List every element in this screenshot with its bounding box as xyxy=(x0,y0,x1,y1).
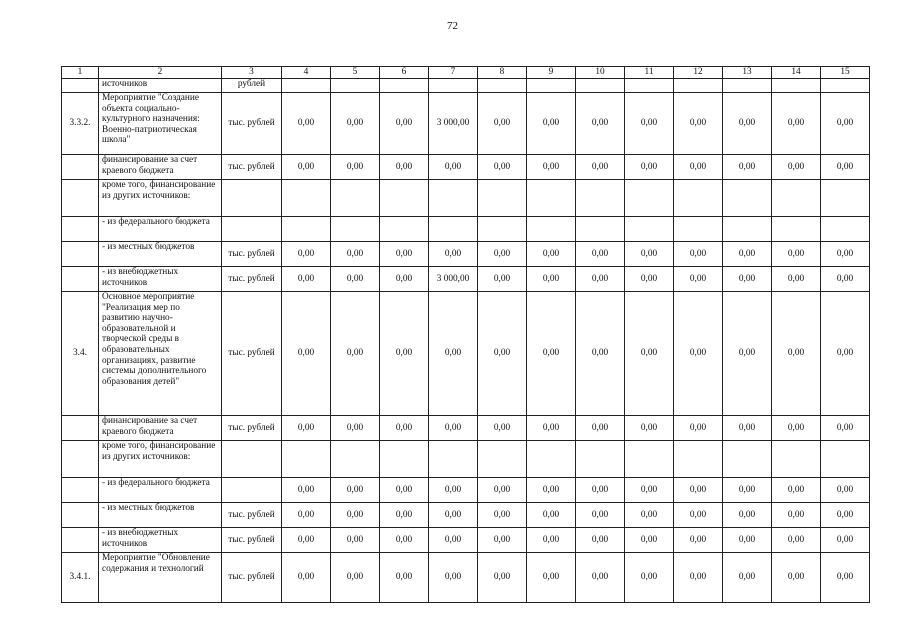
table-row xyxy=(62,528,870,553)
item-name-cell: кроме того, финансирование из других источников: xyxy=(99,441,222,478)
value-cell: 0,00 xyxy=(821,155,870,180)
column-number-header: 8 xyxy=(478,67,527,79)
value-cell: 0,00 xyxy=(821,478,870,503)
value-cell: 0,00 xyxy=(625,478,674,503)
value-cell: 0,00 xyxy=(772,93,821,155)
value-cell xyxy=(576,79,625,93)
table-row xyxy=(62,553,870,603)
value-cell: 0,00 xyxy=(478,416,527,441)
item-name-cell: Мероприятие "Обновление содержания и технологий xyxy=(99,553,222,603)
value-cell xyxy=(527,441,576,478)
value-cell: 0,00 xyxy=(282,267,331,292)
table-row xyxy=(62,93,870,155)
value-cell: 0,00 xyxy=(527,155,576,180)
value-cell: 3 000,00 xyxy=(429,93,478,155)
unit-cell xyxy=(222,217,282,242)
value-cell xyxy=(674,79,723,93)
value-cell xyxy=(380,180,429,217)
value-cell: 0,00 xyxy=(429,155,478,180)
value-cell: 0,00 xyxy=(772,416,821,441)
value-cell xyxy=(380,217,429,242)
value-cell xyxy=(282,79,331,93)
value-cell: 0,00 xyxy=(478,292,527,416)
unit-cell: тыс. рублей xyxy=(222,292,282,416)
value-cell: 0,00 xyxy=(674,478,723,503)
value-cell xyxy=(576,441,625,478)
value-cell xyxy=(478,180,527,217)
value-cell: 0,00 xyxy=(772,553,821,603)
value-cell: 0,00 xyxy=(723,155,772,180)
value-cell: 0,00 xyxy=(772,267,821,292)
value-cell: 0,00 xyxy=(821,292,870,416)
row-number-cell xyxy=(62,79,99,93)
column-number-header: 13 xyxy=(723,67,772,79)
value-cell xyxy=(821,180,870,217)
item-name-cell: источников xyxy=(99,79,222,93)
value-cell xyxy=(772,217,821,242)
value-cell: 0,00 xyxy=(331,416,380,441)
value-cell: 0,00 xyxy=(527,292,576,416)
column-number-header: 2 xyxy=(99,67,222,79)
value-cell xyxy=(429,180,478,217)
financing-table xyxy=(61,66,870,603)
value-cell: 0,00 xyxy=(821,553,870,603)
value-cell xyxy=(723,441,772,478)
value-cell: 0,00 xyxy=(478,553,527,603)
unit-cell: тыс. рублей xyxy=(222,503,282,528)
value-cell: 0,00 xyxy=(331,267,380,292)
value-cell xyxy=(527,79,576,93)
unit-cell xyxy=(222,180,282,217)
table-row xyxy=(62,441,870,478)
unit-cell: тыс. рублей xyxy=(222,528,282,553)
value-cell xyxy=(478,79,527,93)
value-cell: 0,00 xyxy=(380,242,429,267)
value-cell: 0,00 xyxy=(723,93,772,155)
value-cell: 0,00 xyxy=(821,93,870,155)
value-cell: 0,00 xyxy=(380,292,429,416)
item-name-cell: финансирование за счет краевого бюджета xyxy=(99,155,222,180)
item-name-cell: Мероприятие "Создание объекта социально-культурного назначения: Военно-патриотическая школа" xyxy=(99,93,222,155)
value-cell: 0,00 xyxy=(625,292,674,416)
value-cell xyxy=(527,217,576,242)
item-name-cell: - из местных бюджетов xyxy=(99,503,222,528)
value-cell: 0,00 xyxy=(380,528,429,553)
value-cell xyxy=(674,441,723,478)
value-cell: 0,00 xyxy=(625,416,674,441)
value-cell: 0,00 xyxy=(282,478,331,503)
value-cell: 0,00 xyxy=(723,292,772,416)
value-cell: 0,00 xyxy=(429,478,478,503)
value-cell: 0,00 xyxy=(429,553,478,603)
table-row xyxy=(62,242,870,267)
value-cell: 0,00 xyxy=(674,267,723,292)
value-cell: 0,00 xyxy=(527,267,576,292)
unit-cell: тыс. рублей xyxy=(222,553,282,603)
value-cell xyxy=(331,180,380,217)
column-number-header: 10 xyxy=(576,67,625,79)
value-cell: 0,00 xyxy=(772,528,821,553)
value-cell xyxy=(723,217,772,242)
value-cell xyxy=(282,180,331,217)
value-cell: 0,00 xyxy=(723,528,772,553)
value-cell: 0,00 xyxy=(772,503,821,528)
value-cell: 0,00 xyxy=(821,416,870,441)
value-cell: 0,00 xyxy=(674,553,723,603)
value-cell: 0,00 xyxy=(576,503,625,528)
value-cell: 0,00 xyxy=(282,553,331,603)
value-cell: 0,00 xyxy=(380,503,429,528)
value-cell: 0,00 xyxy=(478,93,527,155)
value-cell: 0,00 xyxy=(723,242,772,267)
item-name-cell: - из внебюджетных источников xyxy=(99,267,222,292)
column-number-header: 14 xyxy=(772,67,821,79)
value-cell: 0,00 xyxy=(282,93,331,155)
unit-cell: тыс. рублей xyxy=(222,242,282,267)
row-number-cell xyxy=(62,416,99,441)
header-row xyxy=(62,67,870,79)
value-cell xyxy=(576,180,625,217)
value-cell: 0,00 xyxy=(674,416,723,441)
table-row xyxy=(62,267,870,292)
table-row xyxy=(62,217,870,242)
table-row xyxy=(62,155,870,180)
value-cell: 0,00 xyxy=(674,503,723,528)
value-cell: 0,00 xyxy=(772,155,821,180)
value-cell xyxy=(674,180,723,217)
value-cell: 0,00 xyxy=(674,242,723,267)
item-name-cell: финансирование за счет краевого бюджета xyxy=(99,416,222,441)
value-cell: 0,00 xyxy=(674,528,723,553)
table-row xyxy=(62,79,870,93)
column-number-header: 3 xyxy=(222,67,282,79)
value-cell: 0,00 xyxy=(772,478,821,503)
value-cell: 0,00 xyxy=(429,242,478,267)
value-cell xyxy=(331,441,380,478)
value-cell: 0,00 xyxy=(576,528,625,553)
value-cell: 0,00 xyxy=(380,478,429,503)
table-row xyxy=(62,180,870,217)
value-cell: 0,00 xyxy=(527,242,576,267)
value-cell xyxy=(772,180,821,217)
value-cell: 0,00 xyxy=(576,267,625,292)
unit-cell: рублей xyxy=(222,79,282,93)
value-cell: 0,00 xyxy=(527,93,576,155)
value-cell xyxy=(723,180,772,217)
row-number-cell xyxy=(62,267,99,292)
value-cell xyxy=(821,79,870,93)
value-cell xyxy=(821,441,870,478)
table-row xyxy=(62,478,870,503)
column-number-header: 7 xyxy=(429,67,478,79)
column-number-header: 6 xyxy=(380,67,429,79)
value-cell xyxy=(380,79,429,93)
value-cell: 0,00 xyxy=(331,155,380,180)
value-cell: 0,00 xyxy=(380,155,429,180)
value-cell: 0,00 xyxy=(625,528,674,553)
value-cell: 0,00 xyxy=(429,503,478,528)
value-cell: 0,00 xyxy=(429,292,478,416)
value-cell: 0,00 xyxy=(576,416,625,441)
value-cell: 0,00 xyxy=(380,93,429,155)
value-cell xyxy=(380,441,429,478)
value-cell: 0,00 xyxy=(331,93,380,155)
item-name-cell: - из федерального бюджета xyxy=(99,478,222,503)
value-cell: 0,00 xyxy=(625,553,674,603)
value-cell xyxy=(772,79,821,93)
value-cell: 0,00 xyxy=(527,553,576,603)
value-cell: 0,00 xyxy=(282,528,331,553)
unit-cell: тыс. рублей xyxy=(222,155,282,180)
value-cell: 0,00 xyxy=(331,242,380,267)
value-cell: 0,00 xyxy=(576,155,625,180)
row-number-cell xyxy=(62,217,99,242)
value-cell: 3 000,00 xyxy=(429,267,478,292)
value-cell: 0,00 xyxy=(723,416,772,441)
value-cell xyxy=(527,180,576,217)
column-number-header: 1 xyxy=(62,67,99,79)
value-cell: 0,00 xyxy=(821,503,870,528)
value-cell xyxy=(723,79,772,93)
value-cell: 0,00 xyxy=(625,93,674,155)
value-cell: 0,00 xyxy=(576,242,625,267)
value-cell: 0,00 xyxy=(576,478,625,503)
value-cell xyxy=(282,441,331,478)
value-cell: 0,00 xyxy=(723,503,772,528)
value-cell: 0,00 xyxy=(772,292,821,416)
value-cell: 0,00 xyxy=(429,416,478,441)
value-cell: 0,00 xyxy=(380,416,429,441)
column-number-header: 12 xyxy=(674,67,723,79)
value-cell xyxy=(478,441,527,478)
value-cell: 0,00 xyxy=(282,503,331,528)
value-cell: 0,00 xyxy=(674,93,723,155)
value-cell: 0,00 xyxy=(478,478,527,503)
value-cell: 0,00 xyxy=(478,155,527,180)
value-cell: 0,00 xyxy=(331,478,380,503)
unit-cell xyxy=(222,441,282,478)
value-cell: 0,00 xyxy=(674,292,723,416)
value-cell xyxy=(331,217,380,242)
value-cell xyxy=(331,79,380,93)
value-cell: 0,00 xyxy=(380,267,429,292)
row-number-cell xyxy=(62,478,99,503)
column-number-header: 15 xyxy=(821,67,870,79)
value-cell: 0,00 xyxy=(331,553,380,603)
value-cell: 0,00 xyxy=(478,267,527,292)
value-cell: 0,00 xyxy=(478,528,527,553)
value-cell: 0,00 xyxy=(625,242,674,267)
table-row xyxy=(62,416,870,441)
row-number-cell: 3.4.1. xyxy=(62,553,99,603)
row-number-cell xyxy=(62,180,99,217)
value-cell: 0,00 xyxy=(478,503,527,528)
row-number-cell: 3.4. xyxy=(62,292,99,416)
value-cell: 0,00 xyxy=(282,416,331,441)
value-cell: 0,00 xyxy=(282,242,331,267)
value-cell: 0,00 xyxy=(527,416,576,441)
value-cell: 0,00 xyxy=(772,242,821,267)
value-cell: 0,00 xyxy=(576,553,625,603)
value-cell: 0,00 xyxy=(331,528,380,553)
value-cell: 0,00 xyxy=(282,292,331,416)
value-cell: 0,00 xyxy=(821,267,870,292)
row-number-cell xyxy=(62,242,99,267)
value-cell xyxy=(772,441,821,478)
value-cell: 0,00 xyxy=(625,155,674,180)
column-number-header: 11 xyxy=(625,67,674,79)
value-cell xyxy=(821,217,870,242)
value-cell: 0,00 xyxy=(429,528,478,553)
value-cell: 0,00 xyxy=(723,478,772,503)
value-cell: 0,00 xyxy=(527,503,576,528)
value-cell: 0,00 xyxy=(821,528,870,553)
value-cell xyxy=(282,217,331,242)
value-cell: 0,00 xyxy=(331,292,380,416)
table-row xyxy=(62,503,870,528)
value-cell: 0,00 xyxy=(380,553,429,603)
row-number-cell xyxy=(62,503,99,528)
item-name-cell: кроме того, финансирование из других источников: xyxy=(99,180,222,217)
unit-cell: тыс. рублей xyxy=(222,416,282,441)
value-cell: 0,00 xyxy=(674,155,723,180)
value-cell: 0,00 xyxy=(576,292,625,416)
item-name-cell: - из федерального бюджета xyxy=(99,217,222,242)
value-cell: 0,00 xyxy=(723,553,772,603)
value-cell xyxy=(478,217,527,242)
value-cell: 0,00 xyxy=(478,242,527,267)
unit-cell: тыс. рублей xyxy=(222,267,282,292)
item-name-cell: Основное мероприятие "Реализация мер по развитию научно-образовательной и творческой среды в образовательных организациях, развитие системы дополнительного образования детей" xyxy=(99,292,222,416)
page-number: 72 xyxy=(447,20,458,32)
row-number-cell xyxy=(62,155,99,180)
item-name-cell: - из внебюджетных источников xyxy=(99,528,222,553)
value-cell: 0,00 xyxy=(821,242,870,267)
row-number-cell: 3.3.2. xyxy=(62,93,99,155)
item-name-cell: - из местных бюджетов xyxy=(99,242,222,267)
value-cell: 0,00 xyxy=(625,503,674,528)
row-number-cell xyxy=(62,441,99,478)
value-cell: 0,00 xyxy=(576,93,625,155)
column-number-header: 5 xyxy=(331,67,380,79)
value-cell xyxy=(429,79,478,93)
column-number-header: 4 xyxy=(282,67,331,79)
value-cell: 0,00 xyxy=(625,267,674,292)
value-cell: 0,00 xyxy=(282,155,331,180)
value-cell: 0,00 xyxy=(527,528,576,553)
column-number-header: 9 xyxy=(527,67,576,79)
value-cell xyxy=(625,217,674,242)
table-row xyxy=(62,292,870,416)
value-cell xyxy=(625,441,674,478)
value-cell xyxy=(429,217,478,242)
row-number-cell xyxy=(62,528,99,553)
value-cell: 0,00 xyxy=(723,267,772,292)
unit-cell: тыс. рублей xyxy=(222,93,282,155)
unit-cell xyxy=(222,478,282,503)
value-cell xyxy=(429,441,478,478)
value-cell xyxy=(625,180,674,217)
value-cell: 0,00 xyxy=(331,503,380,528)
value-cell xyxy=(625,79,674,93)
value-cell: 0,00 xyxy=(527,478,576,503)
value-cell xyxy=(576,217,625,242)
value-cell xyxy=(674,217,723,242)
